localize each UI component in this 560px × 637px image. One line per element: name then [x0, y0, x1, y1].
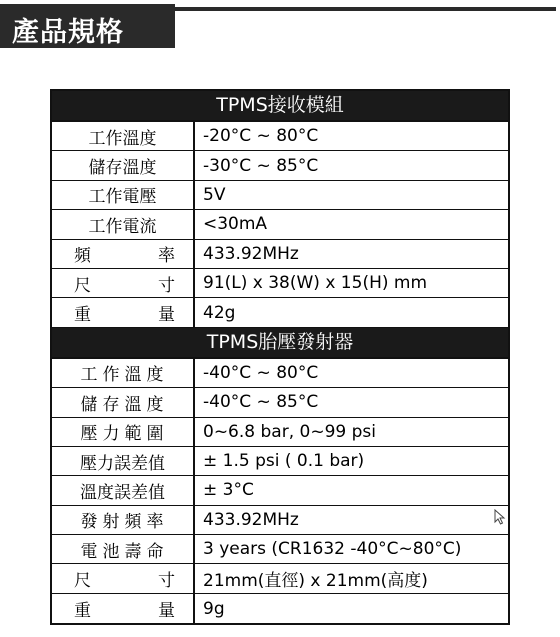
table-row [52, 594, 508, 623]
table-row [52, 151, 508, 180]
section-header-receiver: TPMS接收模組 [52, 91, 508, 122]
table-row [52, 447, 508, 476]
row-label [52, 298, 195, 326]
table-row [52, 269, 508, 298]
row-label-char: 頻 [74, 246, 91, 267]
row-value: <30mA [203, 214, 268, 235]
table-row [52, 298, 508, 327]
row-label-char: 量 [158, 601, 175, 622]
row-value: 433.92MHz [203, 243, 299, 264]
table-row [52, 210, 508, 239]
row-label-char: 重 [74, 305, 91, 326]
row-value: 0~6.8 bar, 0~99 psi [203, 421, 376, 442]
row-label: 儲存溫度 [52, 151, 195, 179]
table-row [52, 564, 508, 593]
row-label [52, 564, 195, 592]
table-row [52, 122, 508, 151]
table-row [52, 535, 508, 564]
row-value: ± 1.5 psi ( 0.1 bar) [203, 451, 365, 472]
page-banner [0, 4, 175, 48]
row-label: 工作溫度 [52, 359, 195, 387]
row-label: 溫度誤差值 [52, 476, 195, 504]
row-label-char: 尺 [74, 571, 91, 592]
row-label: 工作電壓 [52, 181, 195, 209]
table-row [52, 359, 508, 388]
table-row [52, 506, 508, 535]
section-header-sensor: TPMS胎壓發射器 [52, 328, 508, 359]
row-label [52, 269, 195, 297]
row-value: 5V [203, 184, 226, 205]
row-label-char: 重 [74, 601, 91, 622]
table-row [52, 240, 508, 269]
row-label: 工作溫度 [52, 122, 195, 150]
row-label: 工作電流 [52, 210, 195, 238]
row-label [52, 240, 195, 268]
row-label [52, 594, 195, 623]
page-title: 產品規格 [12, 17, 124, 48]
row-value: -30°C ~ 85°C [203, 155, 319, 176]
row-value: 91(L) x 38(W) x 15(H) mm [203, 273, 428, 294]
row-value: 433.92MHz [203, 509, 299, 530]
row-value: 42g [203, 302, 236, 323]
row-label-char: 量 [158, 305, 175, 326]
row-label: 電池壽命 [52, 535, 195, 563]
row-label: 儲存溫度 [52, 388, 195, 416]
row-label-char: 率 [158, 246, 175, 267]
table-row [52, 418, 508, 447]
row-value: 21mm(直徑) x 21mm(高度) [203, 571, 428, 592]
row-value: 3 years (CR1632 -40°C~80°C) [203, 539, 462, 560]
row-label-char: 寸 [158, 571, 175, 592]
row-value: -40°C ~ 80°C [203, 362, 319, 383]
table-row [52, 476, 508, 505]
row-label-char: 寸 [158, 275, 175, 296]
row-value: ± 3°C [203, 480, 254, 501]
mouse-pointer-icon [494, 509, 506, 525]
row-label-char: 尺 [74, 275, 91, 296]
row-value: -20°C ~ 80°C [203, 126, 319, 147]
table-row [52, 181, 508, 210]
spec-table [50, 89, 510, 625]
row-value: 9g [203, 598, 225, 619]
row-label: 發射頻率 [52, 506, 195, 534]
row-label: 壓力範圍 [52, 418, 195, 446]
row-value: -40°C ~ 85°C [203, 392, 319, 413]
row-label: 壓力誤差值 [52, 447, 195, 475]
table-row [52, 388, 508, 417]
